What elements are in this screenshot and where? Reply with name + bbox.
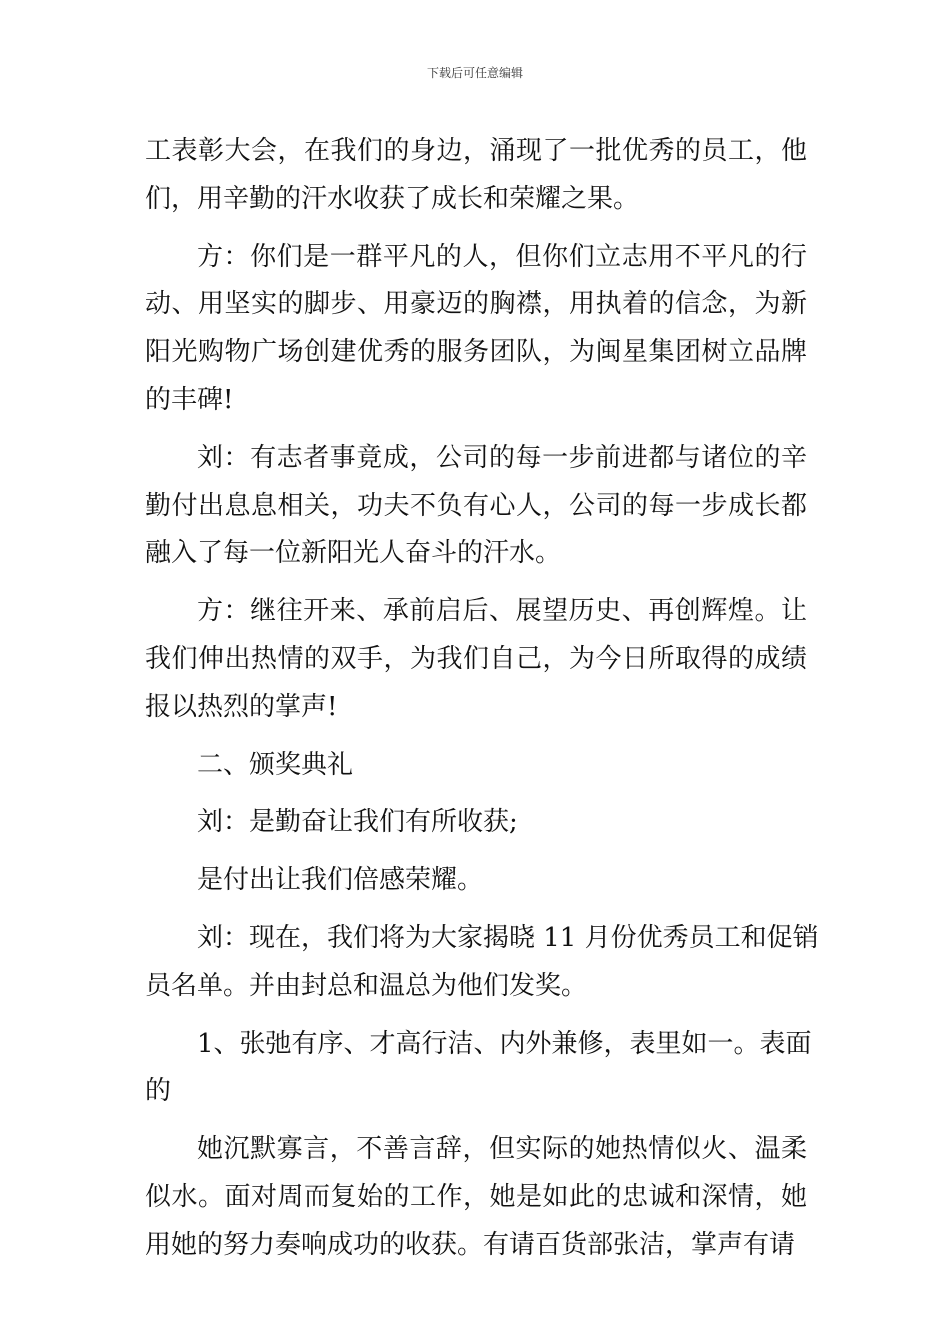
page-header: 下载后可任意编辑 bbox=[426, 66, 523, 80]
paragraph-line: 1、张弛有序、才高行洁、内外兼修，表里如一。表面 bbox=[197, 1028, 812, 1059]
paragraph-gap bbox=[145, 732, 807, 742]
paragraph-line: 员名单。并由封总和温总为他们发奖。 bbox=[145, 970, 588, 1001]
paragraph-line: 似水。面对周而复始的工作，她是如此的忠诚和深情，她 bbox=[145, 1181, 807, 1212]
paragraph-line: 工表彰大会，在我们的身边，涌现了一批优秀的员工，他 bbox=[145, 136, 807, 166]
document-body bbox=[145, 128, 819, 1270]
paragraph-gap bbox=[145, 847, 807, 857]
paragraph-line: 的 bbox=[145, 1076, 172, 1107]
paragraph-line: 方：继往开来、承前启后、展望历史、再创辉煌。让 bbox=[197, 596, 807, 627]
paragraph-gap bbox=[145, 905, 807, 915]
paragraph-line: 是付出让我们倍感荣耀。 bbox=[197, 865, 484, 896]
paragraph bbox=[145, 742, 807, 790]
paragraph bbox=[145, 1126, 807, 1269]
paragraph-line: 刘：现在，我们将为大家揭晓 11 月份优秀员工和促销 bbox=[197, 922, 819, 953]
paragraph-line: 二、颁奖典礼 bbox=[197, 749, 354, 780]
paragraph-line: 们，用辛勤的汗水收获了成长和荣耀之果。 bbox=[145, 183, 640, 214]
paragraph bbox=[145, 234, 807, 425]
paragraph bbox=[145, 857, 807, 905]
paragraph-line: 动、用坚实的脚步、用豪迈的胸襟，用执着的信念，为新 bbox=[145, 289, 807, 320]
paragraph-gap bbox=[145, 425, 807, 435]
paragraph bbox=[145, 799, 807, 847]
paragraph bbox=[145, 588, 807, 731]
paragraph-line: 阳光购物广场创建优秀的服务团队，为闽星集团树立品牌 bbox=[145, 337, 807, 368]
paragraph bbox=[145, 1021, 812, 1117]
paragraph-line: 刘：有志者事竟成，公司的每一步前进都与诸位的辛 bbox=[197, 442, 807, 473]
paragraph bbox=[145, 435, 807, 578]
paragraph bbox=[145, 915, 819, 1011]
paragraph-line: 她沉默寡言，不善言辞，但实际的她热情似火、温柔 bbox=[197, 1134, 807, 1165]
paragraph bbox=[145, 128, 807, 224]
paragraph-gap bbox=[145, 789, 807, 799]
paragraph-line: 勤付出息息相关，功夫不负有心人，公司的每一步成长都 bbox=[145, 490, 807, 521]
paragraph-gap bbox=[145, 578, 807, 588]
paragraph-line: 融入了每一位新阳光人奋斗的汗水。 bbox=[145, 538, 562, 569]
paragraph-line: 我们伸出热情的双手，为我们自己，为今日所取得的成绩 bbox=[145, 643, 807, 674]
paragraph-gap bbox=[145, 1116, 807, 1126]
paragraph-gap bbox=[145, 1011, 807, 1021]
paragraph-line: 刘：是勤奋让我们有所收获; bbox=[197, 807, 518, 838]
paragraph-line: 报以热烈的掌声! bbox=[145, 691, 338, 722]
paragraph-line: 的丰碑! bbox=[145, 384, 234, 415]
paragraph-line: 方：你们是一群平凡的人，但你们立志用不平凡的行 bbox=[197, 241, 807, 272]
paragraph-line: 用她的努力奏响成功的收获。有请百货部张洁，掌声有请 bbox=[145, 1229, 796, 1260]
paragraph-gap bbox=[145, 224, 807, 234]
